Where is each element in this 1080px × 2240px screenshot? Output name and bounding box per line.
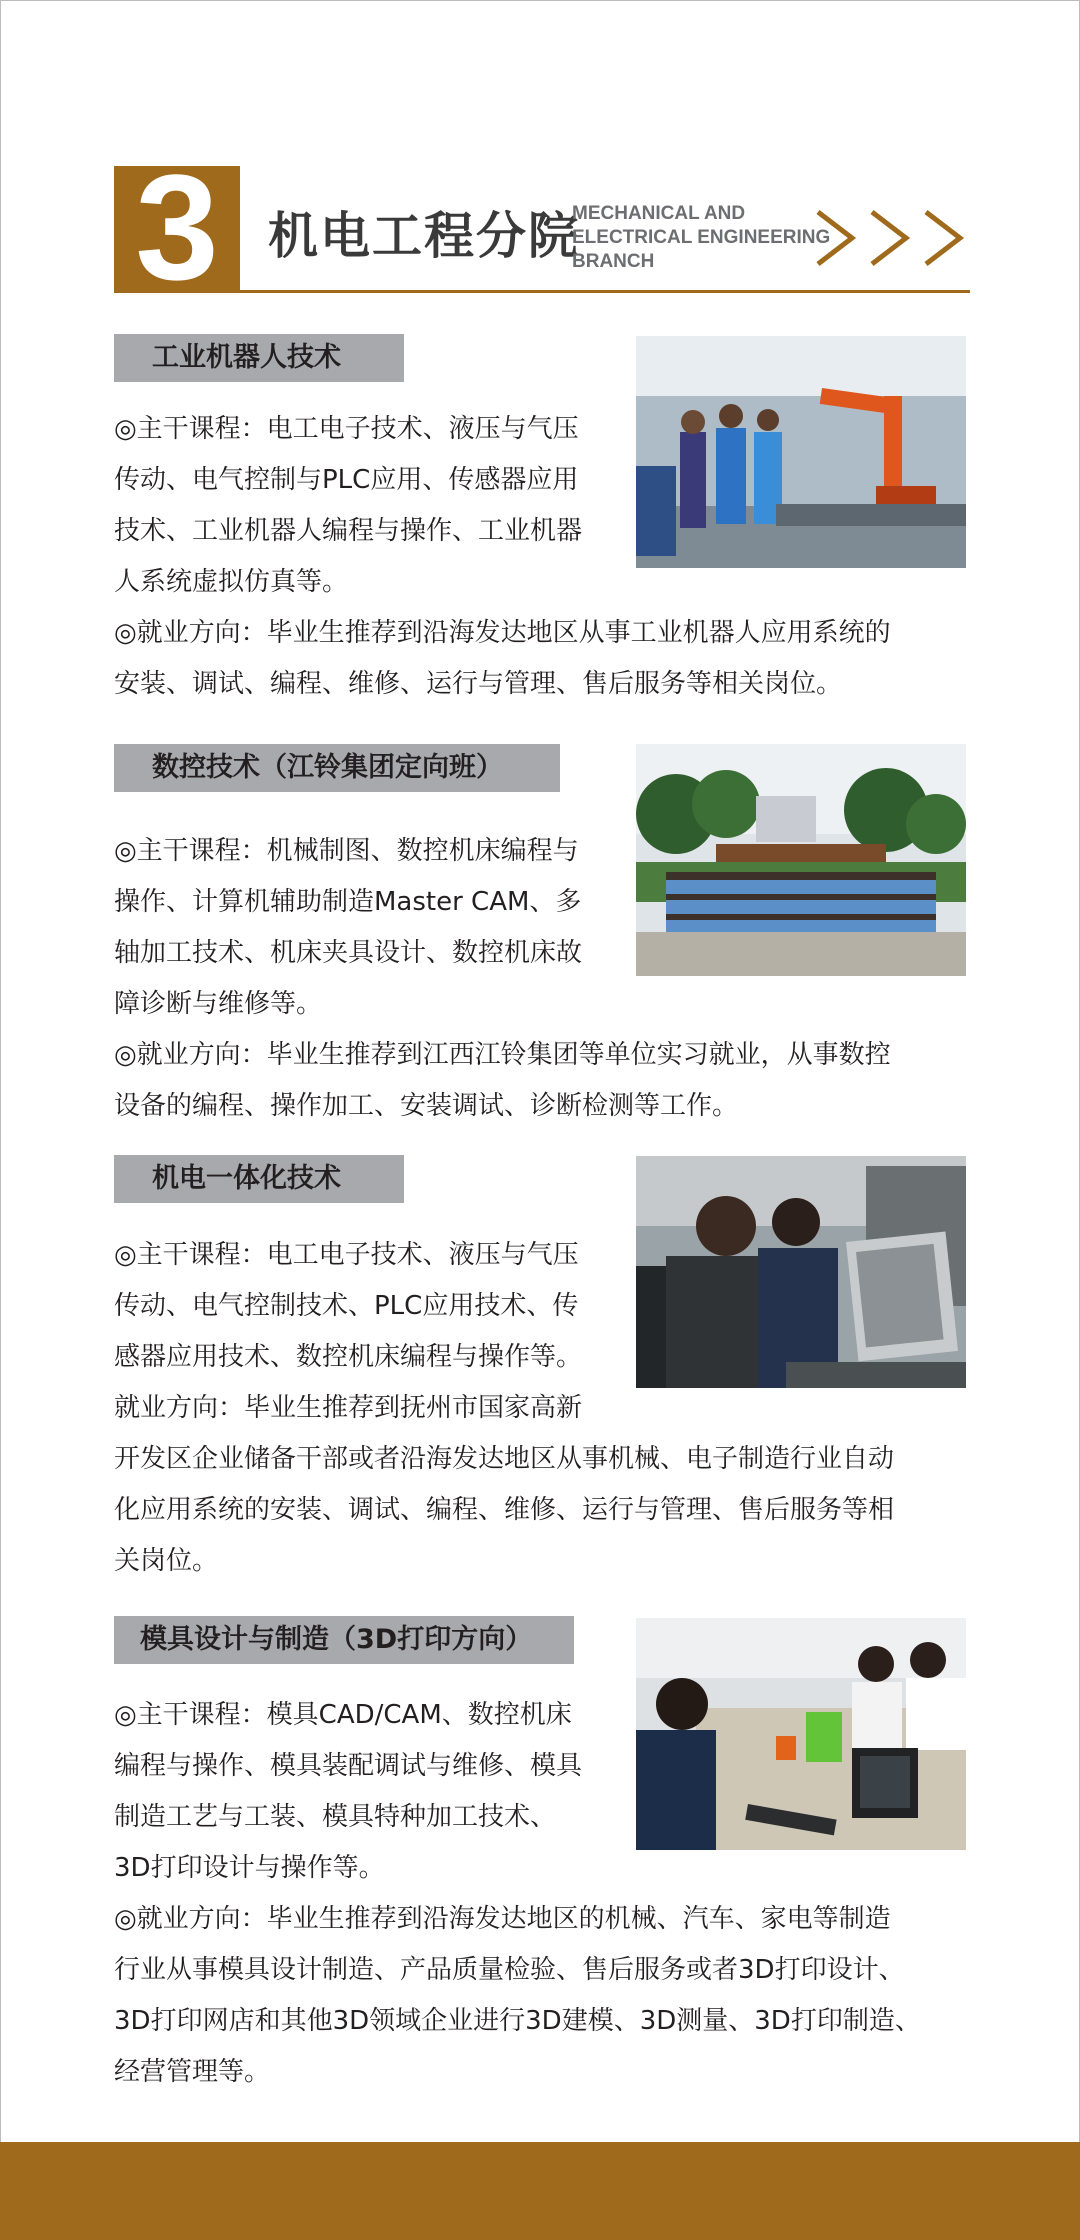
section-number-block <box>114 166 240 290</box>
text-line: 编程与操作、模具装配调试与维修、模具 <box>114 1751 583 1781</box>
text-line: ◎主干课程：模具CAD/CAM、数控机床 <box>114 1700 572 1730</box>
section-number: 3 <box>135 166 219 290</box>
text-line: 经营管理等。 <box>114 2057 271 2087</box>
text-line: ◎主干课程：电工电子技术、液压与气压 <box>114 1240 579 1270</box>
section-header <box>114 166 970 292</box>
text-line: 开发区企业储备干部或者沿海发达地区从事机械、电子制造行业自动 <box>114 1444 895 1474</box>
subtitle-line: MECHANICAL AND <box>572 203 746 224</box>
section-body-cnc <box>114 826 891 1132</box>
text-line: 轴加工技术、机床夹具设计、数控机床故 <box>114 938 583 968</box>
text-line: 行业从事模具设计制造、产品质量检验、售后服务或者3D打印设计、 <box>114 1955 905 1985</box>
text-line: ◎就业方向：毕业生推荐到江西江铃集团等单位实习就业，从事数控 <box>114 1040 891 1070</box>
section-label-cnc: 数控技术（江铃集团定向班） <box>114 744 560 792</box>
text-line: 人系统虚拟仿真等。 <box>114 567 349 597</box>
text-line: 传动、电气控制技术、PLC应用技术、传 <box>114 1291 579 1321</box>
text-line: 传动、电气控制与PLC应用、传感器应用 <box>114 465 579 495</box>
text-line: 感器应用技术、数控机床编程与操作等。 <box>114 1342 583 1372</box>
text-line: 3D打印设计与操作等。 <box>114 1853 385 1883</box>
page-subtitle-en <box>572 202 831 274</box>
section-body-mechatronics <box>114 1230 894 1587</box>
footer-band <box>0 2142 1080 2240</box>
section-label-industrial-robot: 工业机器人技术 <box>114 334 404 382</box>
text-line: 就业方向：毕业生推荐到抚州市国家高新 <box>114 1393 583 1423</box>
section-label-mold-design: 模具设计与制造（3D打印方向） <box>114 1616 574 1664</box>
text-line: 障诊断与维修等。 <box>114 989 323 1019</box>
text-line: 制造工艺与工装、模具特种加工技术、 <box>114 1802 557 1832</box>
text-line: ◎就业方向：毕业生推荐到沿海发达地区从事工业机器人应用系统的 <box>114 618 891 648</box>
header-rule <box>114 290 970 293</box>
chevron-right-icon <box>812 208 972 268</box>
section-label-mechatronics: 机电一体化技术 <box>114 1155 404 1203</box>
page-title: 机电工程分院 <box>268 207 580 265</box>
text-line: ◎主干课程：机械制图、数控机床编程与 <box>114 836 579 866</box>
subtitle-line: BRANCH <box>572 251 655 272</box>
text-line: 技术、工业机器人编程与操作、工业机器 <box>114 516 583 546</box>
text-line: 3D打印网店和其他3D领域企业进行3D建模、3D测量、3D打印制造、 <box>114 2006 921 2036</box>
section-body-mold-design <box>114 1690 921 2098</box>
text-line: ◎就业方向：毕业生推荐到沿海发达地区的机械、汽车、家电等制造 <box>114 1904 891 1934</box>
text-line: 关岗位。 <box>114 1546 219 1576</box>
text-line: 操作、计算机辅助制造Master CAM、多 <box>114 887 582 917</box>
text-line: ◎主干课程：电工电子技术、液压与气压 <box>114 414 579 444</box>
subtitle-line: ELECTRICAL ENGINEERING <box>572 227 831 248</box>
section-body-industrial-robot <box>114 404 891 710</box>
text-line: 设备的编程、操作加工、安装调试、诊断检测等工作。 <box>114 1091 739 1121</box>
text-line: 安装、调试、编程、维修、运行与管理、售后服务等相关岗位。 <box>114 669 843 699</box>
text-line: 化应用系统的安装、调试、编程、维修、运行与管理、售后服务等相 <box>114 1495 895 1525</box>
